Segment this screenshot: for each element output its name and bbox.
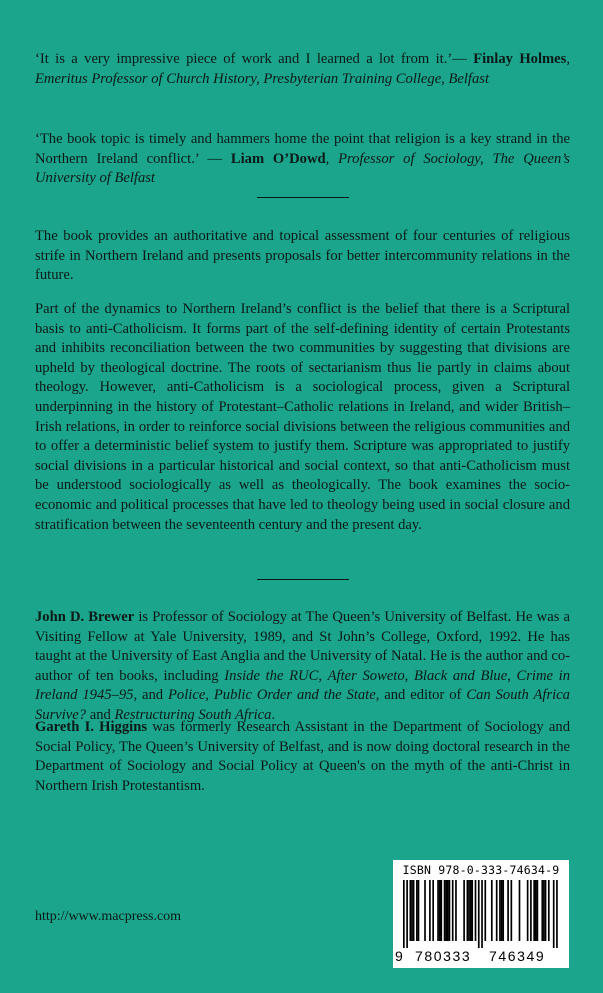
barcode-bar <box>445 880 447 941</box>
book-title: After Soweto <box>327 667 405 684</box>
barcode-bar <box>447 880 449 941</box>
barcode-bar <box>439 880 441 941</box>
barcode-bar <box>527 880 529 941</box>
author-bio-brewer <box>35 608 570 726</box>
barcode-bar <box>449 880 451 941</box>
book-title: Inside the RUC <box>224 667 319 684</box>
quote-separator: , <box>325 150 339 167</box>
barcode <box>403 880 561 948</box>
review-quote-holmes <box>35 50 570 89</box>
barcode-bar <box>432 880 434 941</box>
barcode-bar <box>467 880 469 941</box>
book-title: Black and Blue <box>413 667 508 684</box>
barcode-bar <box>455 880 457 941</box>
publisher-url[interactable]: http://www.macpress.com <box>35 909 182 924</box>
barcode-bar <box>444 880 446 941</box>
book-title: Crime in Ireland 1945–95 <box>35 667 571 704</box>
barcode-bar <box>416 880 418 941</box>
divider <box>257 197 349 198</box>
barcode-bar <box>403 880 405 948</box>
book-title: Police, Public Order and the State, <box>168 687 380 704</box>
barcode-bar <box>511 880 513 941</box>
barcode-bar <box>429 880 431 941</box>
barcode-bar <box>411 880 413 941</box>
quote-separator: , <box>566 51 570 67</box>
barcode-bar <box>471 880 473 941</box>
description-paragraph-1: The book provides an authoritative and topical assessment of four centuries of religious strife in Northern Ireland and presents proposals for better intercommunity relations in the future. <box>35 228 570 284</box>
bio-text: is Professor of Sociology at The Queen’s University of Belfast. He was a Visiting Fellow at Yale University, 1989, and St John’s College, Oxford, 1992. He has taught at the University of East Anglia and the University of Natal. He is the author and co-author of ten books, including <box>35 609 570 684</box>
barcode-bar <box>496 880 498 941</box>
barcode-bar <box>470 880 472 941</box>
barcode-bar <box>413 880 415 941</box>
barcode-bar <box>543 880 545 941</box>
barcode-bar <box>519 880 521 941</box>
barcode-bar <box>530 880 532 941</box>
bio-text: , <box>404 667 414 684</box>
bio-text: , and <box>133 687 169 704</box>
bio-text: was formerly Research Assistant in the Department of Sociology and Social Policy, The Queen’s University of Belfast, and is now doing doctoral research in the Department of Sociology and Social Policy at Queen's on the myth of the anti-Christ in Northern Irish Protestantism. <box>35 719 570 794</box>
barcode-bar <box>410 880 412 941</box>
bio-text: , <box>318 667 328 684</box>
barcode-bar <box>535 880 537 941</box>
book-title: Restructuring South Africa <box>114 706 272 723</box>
barcode-bar <box>463 880 465 941</box>
barcode-bar <box>545 880 547 941</box>
isbn-label: ISBN 978-0-333-74634-9 <box>402 863 560 877</box>
barcode-bar <box>533 880 535 941</box>
barcode-left-digits: 780333 <box>415 948 472 964</box>
barcode-bar <box>468 880 470 941</box>
quote-author: Finlay Holmes <box>473 51 567 67</box>
barcode-right-digits: 746349 <box>489 948 546 964</box>
bio-text: . <box>271 706 276 723</box>
barcode-bar <box>424 880 426 941</box>
quote-text: ‘The book topic is timely and hammers home the point that religion is a key strand in the Northern Ireland conflict.’ — <box>35 131 570 167</box>
barcode-first-digit: 9 <box>395 948 403 964</box>
barcode-bar <box>556 880 558 948</box>
barcode-bar <box>418 880 420 941</box>
barcode-bar <box>478 880 480 948</box>
quote-author-title: Professor of Sociology, The Queen’s University of Belfast <box>35 150 570 187</box>
quote-author: Liam O’Dowd <box>230 150 326 167</box>
barcode-bar <box>548 880 550 941</box>
author-bio-higgins <box>35 718 570 796</box>
barcode-bar <box>484 880 486 941</box>
bio-text: and editor of <box>379 687 467 704</box>
divider <box>257 579 349 580</box>
quote-text: ‘It is a very impressive piece of work and I learned a lot from it.’— <box>35 51 474 67</box>
review-quote-odowd <box>35 130 570 189</box>
quote-author-title: Emeritus Professor of Church History, Presbyterian Training College, Belfast <box>35 70 490 87</box>
barcode-bar <box>475 880 477 941</box>
barcode-bar <box>491 880 493 941</box>
description-paragraph-2: Part of the dynamics to Northern Ireland’s conflict is the belief that there is a Scriptural basis to anti-Catholicism. It forms part of the self-defining identity of certain Protestants and inhibits reconciliation between the two communities by suggesting that divisions are upheld by theological doctrine. The roots of sectarianism thus lie partly in claims about theology. However, anti-Catholicism is a sociological process, given a Scriptural underpinning in the history of Protestant–Catholic relations in Ireland, and wider British–Irish relations, in order to reinforce social divisions between the religious communities and to offer a deterministic belief system to justify them. Scripture was appropriated to justify social divisions in a particular historical and social context, so that anti-Catholicism must be understood sociologically as well as theologically. The book examines the socio-economic and political processes that have led to theology being used in social closure and stratification between the seventeenth century and the present day. <box>35 301 570 533</box>
barcode-bar <box>541 880 543 941</box>
author-name: Gareth I. Higgins <box>35 719 148 735</box>
barcode-bar <box>507 880 509 941</box>
author-name: John D. Brewer <box>35 609 135 625</box>
book-title: Can South Africa Survive? <box>35 687 570 723</box>
barcode-bar <box>452 880 454 941</box>
barcode-bar <box>437 880 439 941</box>
barcode-bar <box>537 880 539 941</box>
barcode-bar <box>502 880 504 941</box>
bio-text: , <box>507 667 517 684</box>
barcode-bar <box>481 880 483 948</box>
barcode-bar <box>501 880 503 941</box>
barcode-bar <box>406 880 408 948</box>
barcode-bar <box>440 880 442 941</box>
barcode-bar <box>499 880 501 941</box>
isbn-barcode-box <box>393 860 569 968</box>
barcode-bar <box>553 880 555 948</box>
bio-text: and <box>86 706 115 723</box>
